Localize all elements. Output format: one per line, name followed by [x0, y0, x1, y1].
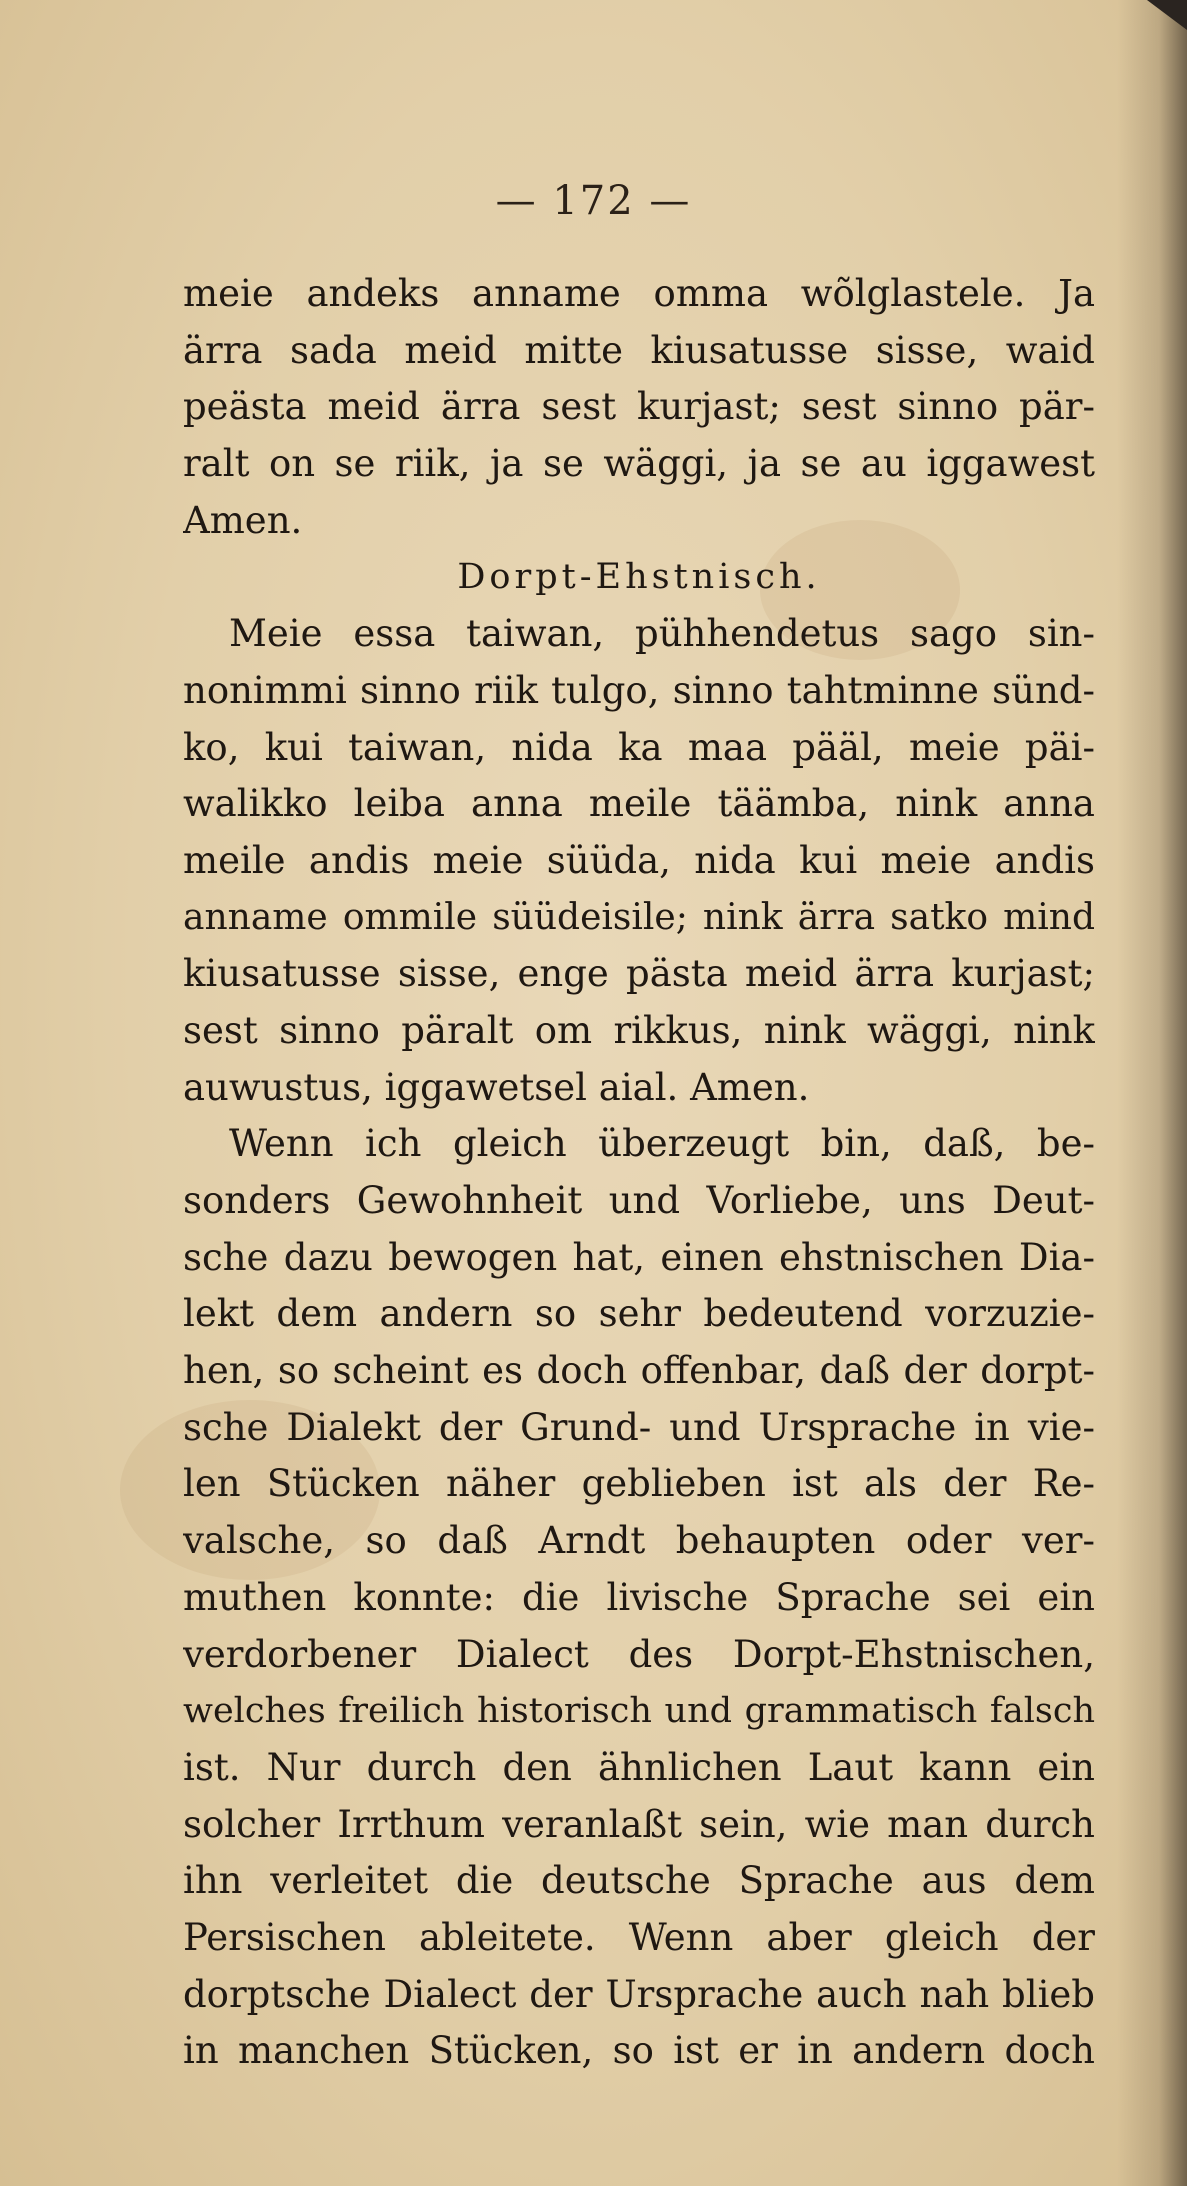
section-heading: Dorpt-Ehstnisch. [457, 557, 821, 598]
text-line: meie andeks anname omma wõlglastele. Ja [183, 272, 1095, 315]
text-line: ko, kui taiwan, nida ka maa pääl, meie päi- [183, 725, 1095, 769]
text-line: dorptsche Dialect der Ursprache auch nah blieb [183, 1972, 1095, 2016]
text-line: ärra sada meid mitte kiusatusse sisse, waid [183, 328, 1095, 372]
text-line: lekt dem andern so sehr bedeutend vorzuzie- [183, 1292, 1095, 1336]
text-line: anname ommile süüdeisile; nink ärra satko mind [183, 896, 1095, 938]
text-line: hen, so scheint es doch offenbar, daß der dorpt- [183, 1349, 1095, 1393]
text-line: len Stücken näher geblieben ist als der Re- [183, 1462, 1095, 1506]
text-line: muthen konnte: die livische Sprache sei ein [183, 1575, 1095, 1619]
text-line: ihn verleitet die deutsche Sprache aus dem [183, 1859, 1095, 1903]
text-line: Persischen ableitete. Wenn aber gleich der [183, 1915, 1095, 1959]
text-line: sche Dialekt der Grund- und Ursprache in vie- [183, 1405, 1095, 1449]
text-line: sest sinno päralt om rikkus, nink wäggi, nink [183, 1008, 1095, 1052]
text-line: sonders Gewohnheit und Vorliebe, uns Deut- [183, 1179, 1095, 1222]
text-line: ralt on se riik, ja se wäggi, ja se au iggawest [183, 442, 1095, 486]
text-line: meile andis meie süüda, nida kui meie andis [183, 838, 1095, 882]
text-line: solcher Irrthum veranlaßt sein, wie man durch [183, 1802, 1095, 1846]
text-line: welches freilich historisch und grammatisch falsch [183, 1691, 1095, 1732]
text-line: sche dazu bewogen hat, einen ehstnischen Dia- [183, 1235, 1095, 1279]
text-line: valsche, so daß Arndt behaupten oder ver- [183, 1519, 1095, 1563]
text-line: auwustus, iggawetsel aial. Amen. [183, 1065, 810, 1109]
text-line: kiusatusse sisse, enge pästa meid ärra kurjast; [183, 952, 1095, 996]
text-line: Meie essa taiwan, pühhendetus sago sin- [229, 612, 1095, 656]
page-gutter-shadow [1117, 0, 1187, 2186]
page-body [183, 266, 1095, 2080]
text-line: walikko leiba anna meile täämba, nink anna [183, 782, 1095, 826]
text-line: peästa meid ärra sest kurjast; sest sinno pär- [183, 385, 1095, 429]
text-line: ist. Nur durch den ähnlichen Laut kann ein [183, 1745, 1095, 1789]
text-line: verdorbener Dialect des Dorpt-Ehstnischen, [183, 1632, 1095, 1676]
text-line: in manchen Stücken, so ist er in andern doch [183, 2029, 1095, 2073]
text-line: Amen. [183, 498, 303, 542]
text-line: nonimmi sinno riik tulgo, sinno tahtminne sünd- [183, 668, 1095, 712]
page-number: — 172 — [495, 178, 692, 224]
text-line: Wenn ich gleich überzeugt bin, daß, be- [229, 1122, 1095, 1166]
